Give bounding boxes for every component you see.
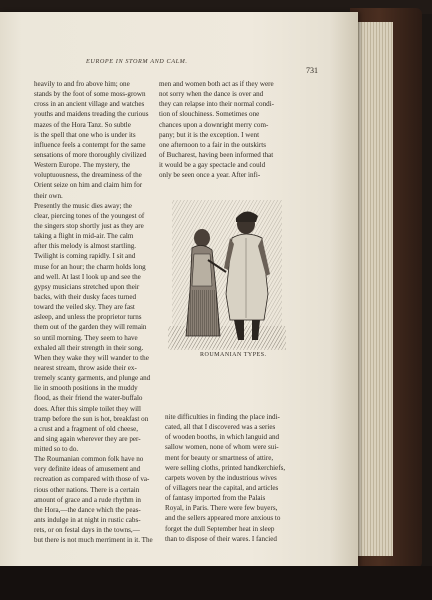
left-column — [34, 79, 158, 545]
text-line: sallow women, none of whom were sui- — [165, 443, 279, 452]
text-line: mazes of the Hora Tanz. So subtle — [34, 120, 131, 129]
text-line: muse for an hour; the charm holds long — [34, 262, 146, 271]
running-head: EUROPE IN STORM AND CALM. — [86, 58, 188, 65]
text-line: clear, piercing tones of the youngest of — [34, 211, 145, 220]
text-line: so until morning. They seem to have — [34, 333, 138, 342]
text-line: the singers stop shortly just as they are — [34, 221, 144, 230]
text-line: but there is not much merriment in it. The — [34, 536, 153, 545]
text-line: the Hora,—the dance which the peas- — [34, 505, 141, 514]
text-line: after this melody is almost startling. — [34, 242, 137, 251]
text-line: Western Europe. The mystery, the — [34, 161, 131, 170]
right-column-bottom — [165, 412, 297, 544]
text-line: tion of slouchiness. Sometimes one — [159, 110, 260, 119]
text-line: it would be a gay spectacle and could — [159, 161, 266, 170]
text-line: them out of the garden they will remain — [34, 323, 147, 332]
text-line: taking a flight in mid-air. The calm — [34, 232, 134, 241]
text-line: voluptuousness, the dreaminess of the — [34, 171, 142, 180]
text-line: and sing again wherever they are per- — [34, 434, 141, 443]
right-column-top — [159, 79, 299, 180]
text-line: men and women both act as if they were — [159, 80, 274, 88]
text-line: pany; but it is the exception. I went — [159, 130, 260, 139]
text-line: youths and maidens treading the curious — [34, 110, 149, 119]
text-line: cated, all that I discovered was a series — [165, 423, 276, 432]
text-line: Royal, in Paris. There were few buyers, — [165, 504, 278, 513]
text-line: their own. — [34, 191, 63, 200]
text-line: Orient seize on him and claim him for — [34, 181, 143, 190]
text-line: of fantasy imported from the Palais — [165, 494, 266, 503]
text-line: gypsy musicians stretched upon their — [34, 282, 140, 291]
text-line: influence feels a contempt for the same — [34, 140, 146, 149]
text-line: of villagers near the capital, and articles — [165, 483, 279, 492]
text-line: recreation as compared with those of va- — [34, 475, 150, 484]
text-line: forget the dull September heat in sleep — [165, 524, 275, 533]
page-number: 731 — [306, 66, 318, 75]
illustration-roumanian-types — [168, 198, 286, 350]
text-line: than to dispose of their wares. I fancied — [165, 534, 277, 543]
text-line: tremely scanty garments, and plunge and — [34, 374, 151, 383]
text-line: were selling cloths, printed handkerchiefs, — [165, 463, 286, 472]
text-line: exhaled all their strength in their song. — [34, 343, 144, 352]
text-line: amount of grace and a rude rhythm in — [34, 495, 141, 504]
text-line: they can relapse into their normal condi- — [159, 100, 275, 109]
text-line: asleep, and unless the proprietor turns — [34, 313, 142, 322]
text-line: nearest stream, throw aside their ex- — [34, 363, 137, 372]
text-line: flood, as their friend the water-buffalo — [34, 394, 143, 403]
text-line: sensations of more thoroughly civilized — [34, 150, 147, 159]
text-line: of wooden booths, in which languid and — [165, 433, 280, 442]
text-line: mitted so to do. — [34, 445, 79, 454]
text-line: is the spell that one who is under its — [34, 130, 136, 139]
text-line: of Bucharest, having been informed that — [159, 150, 274, 159]
text-line: one afternoon to a fair in the outskirts — [159, 140, 266, 149]
text-line: Presently the music dies away; the — [34, 201, 132, 210]
figure-caption: ROUMANIAN TYPES. — [200, 352, 267, 358]
text-line: only be seen once a year. After infi- — [159, 171, 261, 180]
text-line: a crust and a fragment of old cheese, — [34, 424, 138, 433]
text-line: carpets woven by the industrious wives — [165, 473, 277, 482]
engraving-image — [168, 198, 286, 350]
text-line: cross in an ancient village and watches — [34, 100, 145, 109]
text-line: ants indulge in at night in rustic cabs- — [34, 516, 141, 525]
text-line: and the sellers appeared more anxious to — [165, 514, 281, 523]
text-line: stands by the foot of some moss-grown — [34, 90, 146, 99]
text-line: When they wake they will wander to the — [34, 353, 149, 362]
text-line: chances upon a downright merry com- — [159, 120, 269, 129]
text-line: backs, with their dusky faces turned — [34, 292, 137, 301]
text-line: rious other nations. There is a certain — [34, 485, 140, 494]
text-line: very definite ideas of amusement and — [34, 465, 141, 474]
text-line: ment for beauty or smartness of attire, — [165, 453, 274, 462]
text-line: nite difficulties in finding the place indi- — [165, 413, 280, 421]
text-line: toward the veiled sky. They are fast — [34, 303, 135, 312]
text-line: lie in smooth positions in the muddy — [34, 384, 138, 393]
text-line: The Roumanian common folk have no — [34, 455, 144, 464]
text-line: tramp before the sun is hot, breakfast on — [34, 414, 149, 423]
page-edges — [352, 22, 393, 556]
text-line: does. After this simple toilet they will — [34, 404, 141, 413]
text-line: rets, or on festal days in the towns,— — [34, 526, 140, 535]
text-line: heavily to and fro above him; one — [34, 80, 130, 88]
background-bottom — [0, 566, 432, 600]
text-line: and well. At last I look up and see the — [34, 272, 141, 281]
text-line: not sorry when the dance is over and — [159, 90, 264, 99]
text-line: Twilight is coming rapidly. I sit and — [34, 252, 136, 261]
